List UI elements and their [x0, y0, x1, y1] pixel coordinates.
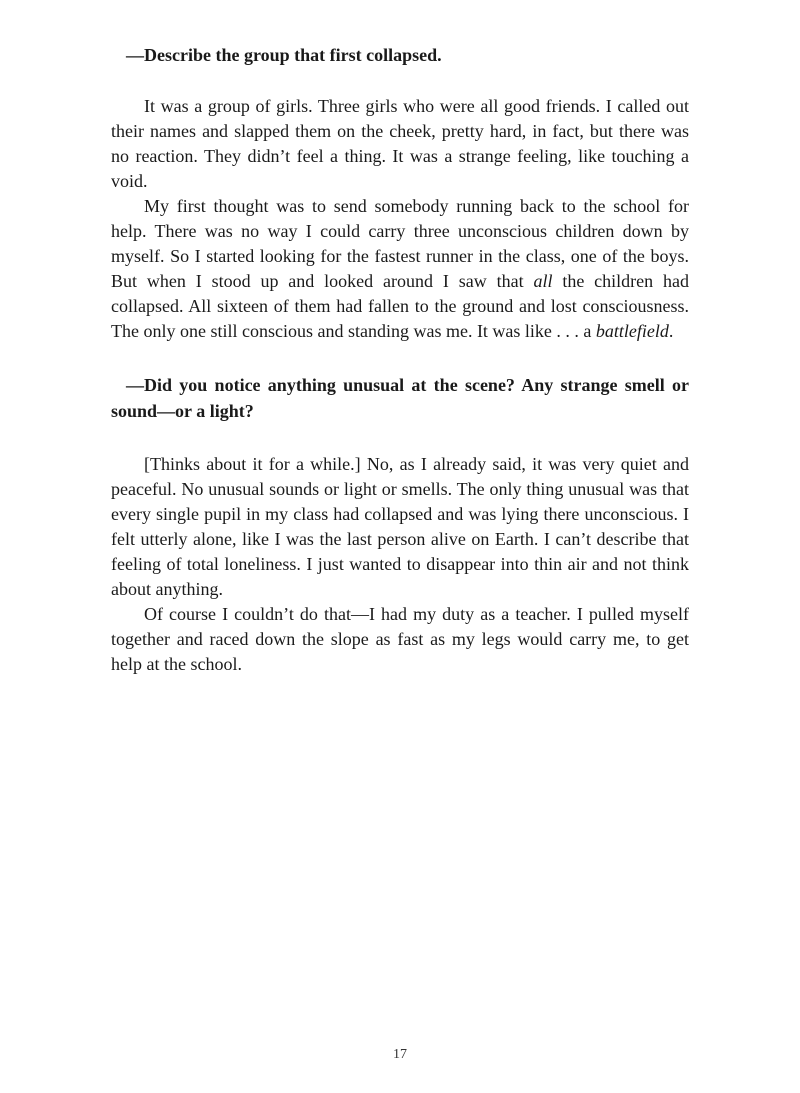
- answer-1: [111, 94, 689, 344]
- page-number: 17: [393, 1047, 407, 1062]
- emphasis-all: all: [533, 271, 553, 291]
- emphasis-battlefield: battlefield: [595, 321, 669, 341]
- question-2: —Did you notice anything unusual at the scene? Any strange smell or sound—or a light?: [111, 375, 689, 421]
- answer-2: [111, 452, 689, 677]
- answer-2-paragraph-2: Of course I couldn’t do that—I had my duty as a teacher. I pulled myself together and raced down the slope as fast as my legs would carry me, to get help at the school.: [111, 604, 689, 674]
- page-body: [111, 42, 689, 677]
- question-1: —Describe the group that first collapsed.: [126, 45, 442, 65]
- answer-1-paragraph-2: [111, 194, 689, 344]
- answer-1-paragraph-2-middle: the children had collapsed. All sixteen of them had fallen to the ground and lost consciousness. The only one still conscious and standing was me. It was like . . . a: [111, 271, 689, 341]
- answer-2-paragraph-1: [Thinks about it for a while.] No, as I already said, it was very quiet and peaceful. No unusual sounds or light or smells. The only thing unusual was that every single pupil in my class had collapsed and was lying there unconscious. I felt utterly alone, like I was the last person alive on Earth. I can’t describe that feeling of total loneliness. I just wanted to disappear into thin air and not think about anything.: [111, 454, 689, 599]
- answer-1-paragraph-2-start: My first thought was to send somebody running back to the school for help. There was no way I could carry three unconscious children down by myself. So I started looking for the fastest runner in the class, one of the boys. But when I stood up and looked around I saw that: [111, 196, 689, 291]
- answer-1-paragraph-1: It was a group of girls. Three girls who were all good friends. I called out their names and slapped them on the cheek, pretty hard, in fact, but there was no reaction. They didn’t feel a thing. It was a strange feeling, like touching a void.: [111, 96, 689, 191]
- answer-1-paragraph-2-end: .: [668, 321, 674, 341]
